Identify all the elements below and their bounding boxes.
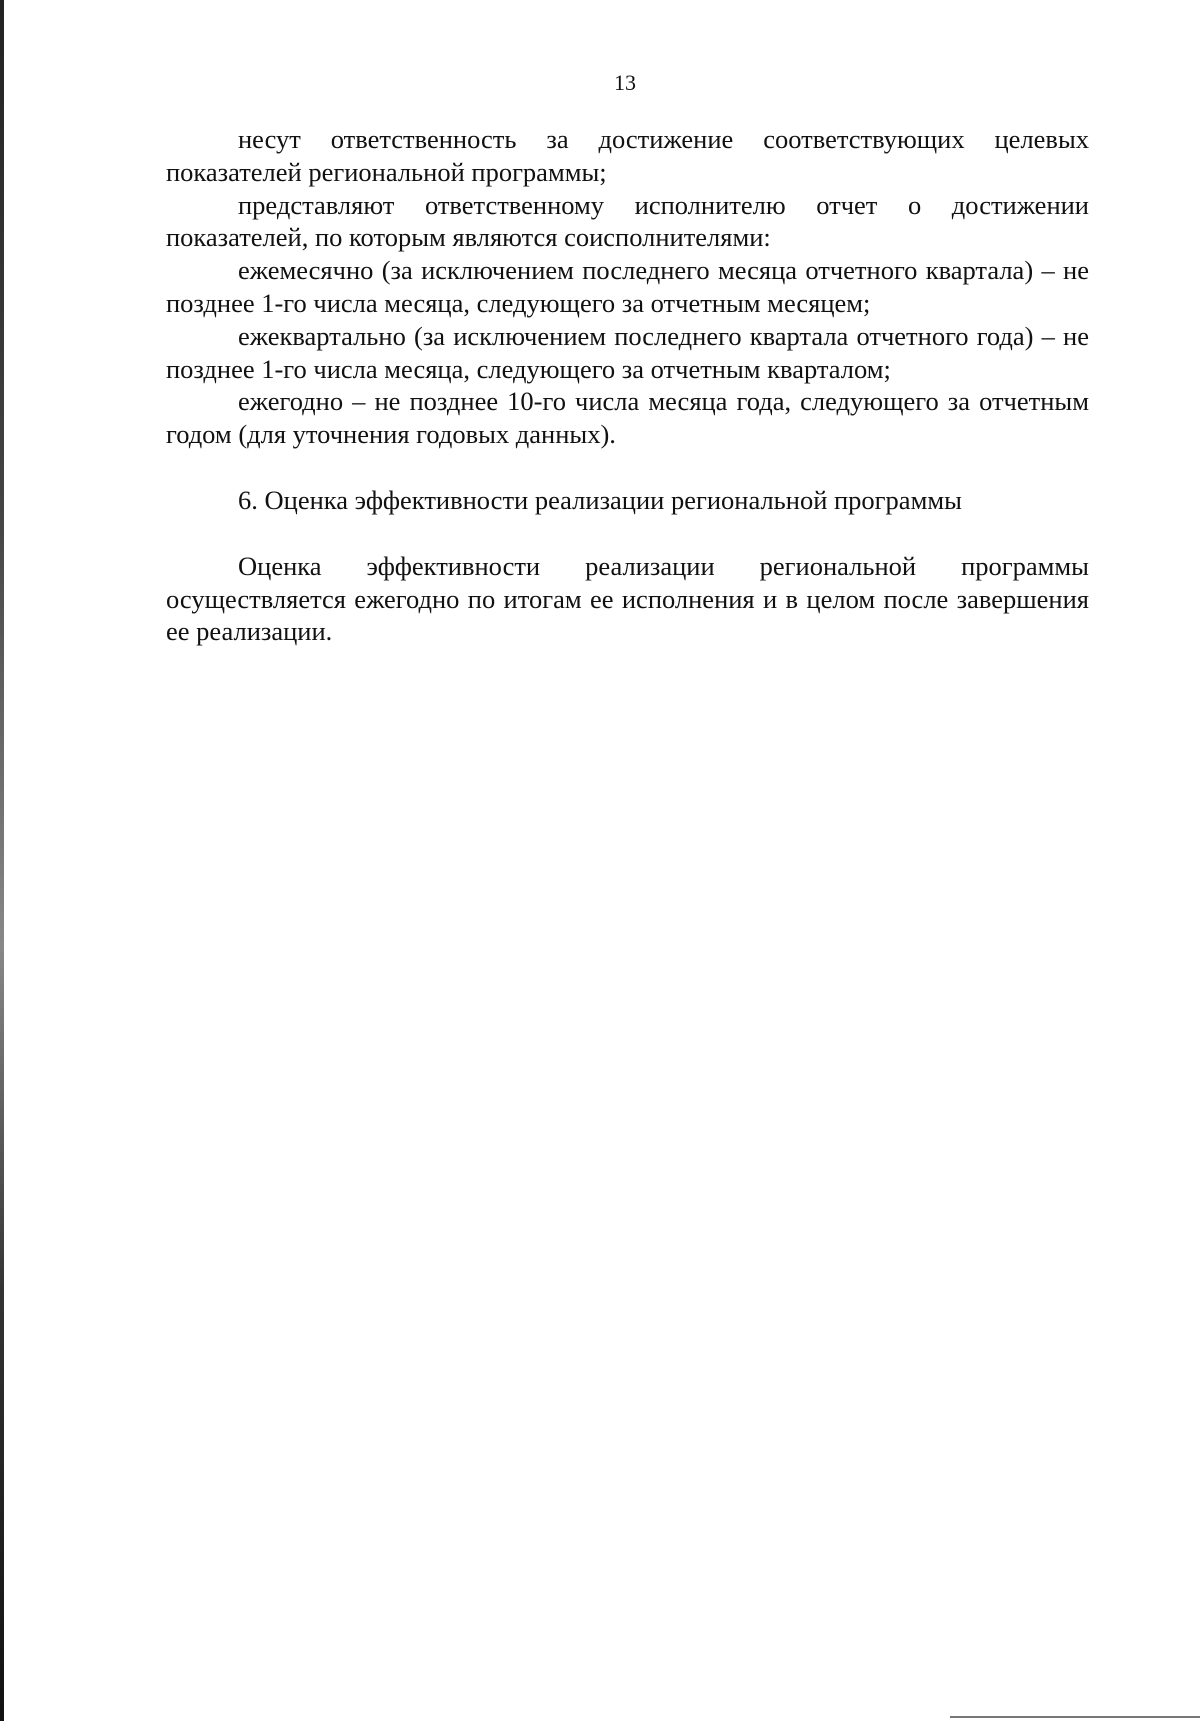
paragraph-responsibility: несут ответственность за достижение соответствующих целевых показателей региональной программы; (166, 124, 1089, 187)
paragraph-yearly: ежегодно – не позднее 10-го числа месяца года, следующего за отчетным годом (для уточнения годовых данных). (166, 386, 1089, 450)
section-heading: 6. Оценка эффективности реализации региональной программы (238, 484, 962, 515)
paragraph-evaluation: Оценка эффективности реализации региональной программы осуществляется ежегодно по итогам ее исполнения и в целом после завершения ее реализации. (166, 550, 1089, 647)
paragraph-monthly: ежемесячно (за исключением последнего месяца отчетного квартала) – не позднее 1-го числа месяца, следующего за отчетным месяцем; (166, 255, 1089, 318)
page-number: 13 (614, 70, 636, 95)
scan-edge-bottom (950, 1716, 1200, 1718)
paragraph-quarterly: ежеквартально (за исключением последнего квартала отчетного года) – не позднее 1-го числа месяца, следующего за отчетным кварталом; (166, 320, 1089, 384)
paragraph-report: представляют ответственному исполнителю отчет о достижении показателей, по которым являются соисполнителями: (166, 189, 1089, 253)
scan-edge-left (0, 0, 4, 1721)
document-body (166, 123, 1089, 648)
